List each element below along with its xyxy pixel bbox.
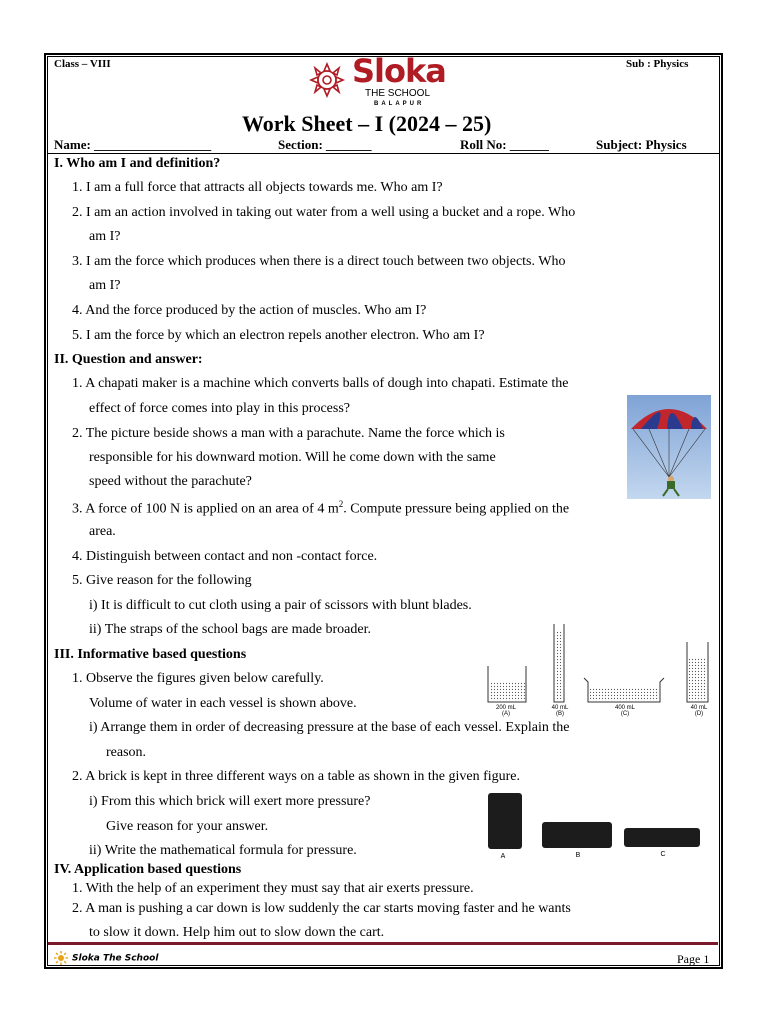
school-name: THE SCHOOL: [365, 88, 431, 99]
s1-question-5: 5. I am the force by which an electron repels another electron. Who am I?: [72, 328, 485, 343]
s1-question-2: 2. I am an action involved in taking out water from a well using a bucket and a rope. Who: [72, 205, 576, 220]
s4-question-1: 1. With the help of an experiment they must say that air exerts pressure.: [72, 881, 474, 896]
brick-a: [488, 793, 522, 849]
s3-question-1-cont: Volume of water in each vessel is shown above.: [89, 696, 357, 711]
s3-question-1: 1. Observe the figures given below carefully.: [72, 671, 324, 686]
s2-question-5: 5. Give reason for the following: [72, 573, 252, 588]
subject-field: Subject: Physics: [596, 137, 687, 152]
vessel-b-volume: 40 mL: [551, 705, 569, 711]
s2-question-3-text: 3. A force of 100 N is applied on an area of 4 m: [72, 501, 339, 517]
s2-question-5-ii: ii) The straps of the school bags are made broader.: [89, 622, 371, 637]
s2-question-1-cont: effect of force comes into play in this process?: [89, 401, 350, 416]
s2-question-5-i: i) It is difficult to cut cloth using a pair of scissors with blunt blades.: [89, 598, 472, 613]
roll-field: Roll No: ______: [460, 137, 549, 152]
school-location: BALAPUR: [374, 101, 425, 107]
s4-question-2-cont: to slow it down. Help him out to slow down the cart.: [89, 925, 385, 940]
brick-a-label: A: [500, 853, 506, 860]
s1-question-3: 3. I am the force which produces when there is a direct touch between two objects. Who: [72, 254, 566, 269]
vessel-a-tag: (A): [502, 711, 510, 717]
section-3-heading: III. Informative based questions: [54, 647, 247, 662]
s2-question-4: 4. Distinguish between contact and non -contact force.: [72, 549, 378, 564]
vessel-d-volume: 40 mL: [690, 705, 708, 711]
s4-question-2: 2. A man is pushing a car down is low suddenly the car starts moving faster and he wants: [72, 901, 571, 916]
s2-question-1: 1. A chapati maker is a machine which converts balls of dough into chapati. Estimate the: [72, 376, 569, 391]
s2-question-3-superscript: 2: [338, 499, 344, 509]
s2-question-3: [72, 499, 569, 518]
s3-question-2-i: i) From this which brick will exert more pressure?: [89, 794, 371, 809]
s1-question-3-cont: am I?: [89, 278, 121, 293]
sun-icon: [54, 951, 68, 965]
worksheet-title: Work Sheet – I (2024 – 25): [242, 111, 492, 136]
footer-divider: [48, 942, 718, 945]
vessel-a-volume: 200 mL: [495, 705, 516, 711]
s1-question-1: 1. I am a full force that attracts all objects towards me. Who am I?: [72, 180, 443, 195]
header-divider: [48, 153, 720, 154]
vessel-c-volume: 400 mL: [614, 705, 635, 711]
section-1-heading: I. Who am I and definition?: [54, 156, 221, 171]
vessel-d-tag: (D): [694, 711, 704, 717]
s2-question-2: 2. The picture beside shows a man with a parachute. Name the force which is: [72, 426, 505, 441]
parachute-image: [627, 395, 711, 499]
class-label: Class – VIII: [54, 58, 111, 70]
page-number: Page 1: [677, 952, 710, 966]
brick-c: [624, 828, 700, 847]
s3-question-2-i-cont: Give reason for your answer.: [106, 819, 269, 834]
vessel-c-label: [608, 705, 642, 717]
brick-b-label: B: [575, 852, 581, 859]
logo-wordmark: Sloka: [352, 52, 446, 90]
s1-question-4: 4. And the force produced by the action of muscles. Who am I?: [72, 303, 427, 318]
s3-question-2: 2. A brick is kept in three different ways on a table as shown in the given figure.: [72, 769, 521, 784]
s2-question-3-text-end: . Compute pressure being applied on the: [343, 501, 570, 517]
footer-brand-text: Sloka The School: [72, 953, 159, 964]
s3-question-2-ii: ii) Write the mathematical formula for pressure.: [89, 843, 357, 858]
parachute-icon: [627, 395, 711, 499]
s2-question-3-cont: area.: [89, 524, 116, 539]
brick-b: [542, 822, 612, 848]
s1-question-2-cont: am I?: [89, 229, 121, 244]
subject-label: Sub : Physics: [626, 58, 689, 70]
brick-c-label: C: [660, 851, 666, 858]
s3-question-1-i: i) Arrange them in order of decreasing pressure at the base of each vessel. Explain the: [89, 720, 570, 735]
vessel-b-tag: (B): [556, 711, 564, 717]
section-2-heading: II. Question and answer:: [54, 352, 203, 367]
s3-question-1-i-cont: reason.: [106, 745, 147, 760]
vessel-b-label: [545, 705, 575, 717]
s2-question-2-cont-2: speed without the parachute?: [89, 474, 252, 489]
section-field: Section: _______: [278, 137, 372, 152]
name-field: Name: __________________: [54, 137, 212, 152]
vessel-a-label: [488, 705, 524, 717]
s2-question-2-cont: responsible for his downward motion. Will he come down with the same: [89, 450, 496, 465]
vessel-d-label: [684, 705, 714, 717]
footer-brand: [54, 949, 158, 967]
vessel-c-tag: (C): [620, 711, 630, 717]
section-4-heading: IV. Application based questions: [54, 862, 242, 877]
lotus-logo-icon: [303, 60, 351, 100]
school-logo: [303, 60, 351, 105]
vessels-drawing: [484, 622, 714, 706]
